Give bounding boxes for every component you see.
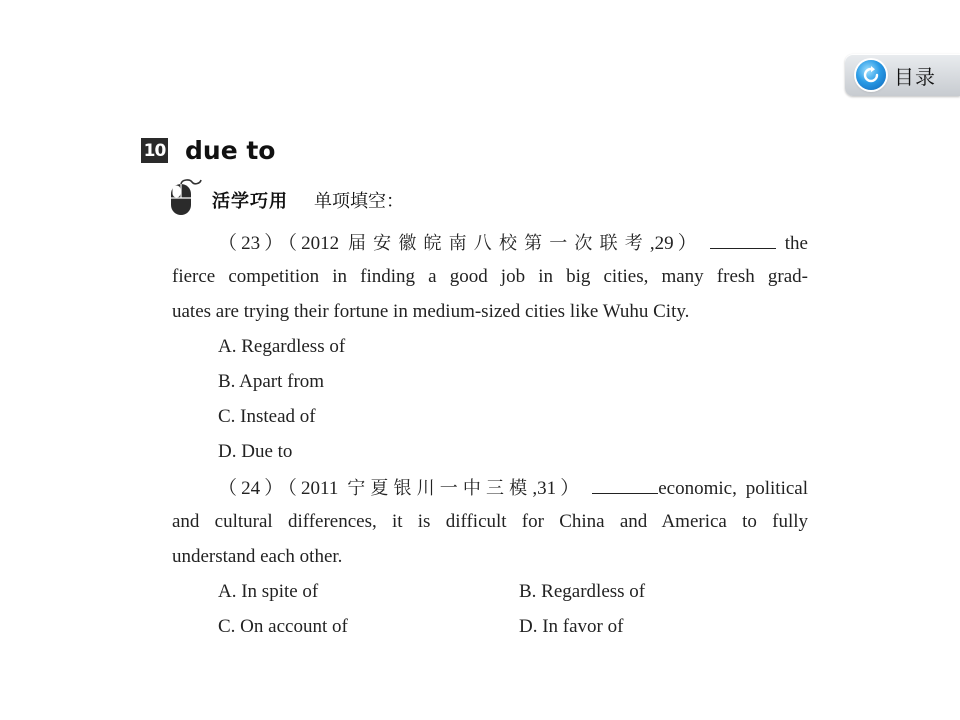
q24-option-d: D. In favor of [519,616,624,637]
refresh-circle-icon [856,60,886,90]
q24-source: 宁夏银川一中三模 [347,478,533,499]
q24-line1-end: economic, political [658,478,809,499]
q24-line2: and cultural differences, it is difficult for China and America to fully [172,511,808,532]
q24-option-c: C. On account of [218,616,348,637]
subsection-header [170,178,404,221]
q24-line1 [218,475,808,501]
q24-option-a: A. In spite of [218,581,319,602]
q23-ref: ,29） [649,233,701,254]
q23-line1-end: the [784,233,808,254]
q23-line3: uates are trying their fortune in medium-sized cities like Wuhu City. [172,301,690,322]
subsection-instruction: 单项填空： [314,190,404,212]
section-title: due to [185,136,276,165]
q24-line3: understand each other. [172,546,343,567]
toc-button[interactable] [845,54,960,96]
q23-option-b: B. Apart from [218,371,325,392]
q23-blank [710,230,776,249]
q24-blank [592,475,658,494]
section-number-badge: 10 [141,138,168,163]
q23-source: 届安徽皖南八校第一次联考 [348,233,650,254]
mouse-icon [170,178,202,221]
q23-option-d: D. Due to [218,441,293,462]
q24-option-b: B. Regardless of [519,581,646,602]
toc-label: 目录 [894,64,936,89]
q23-option-a: A. Regardless of [218,336,346,357]
q23-line1 [218,230,808,256]
q23-number: （23）（2012 [218,233,340,254]
section-heading [141,136,275,165]
q23-option-c: C. Instead of [218,406,316,427]
q24-ref: ,31） [532,478,584,499]
q24-number: （24）（2011 [218,478,339,499]
q23-line2: fierce competition in finding a good job in big cities, many fresh grad- [172,266,808,287]
subsection-label: 活学巧用 [212,190,288,212]
